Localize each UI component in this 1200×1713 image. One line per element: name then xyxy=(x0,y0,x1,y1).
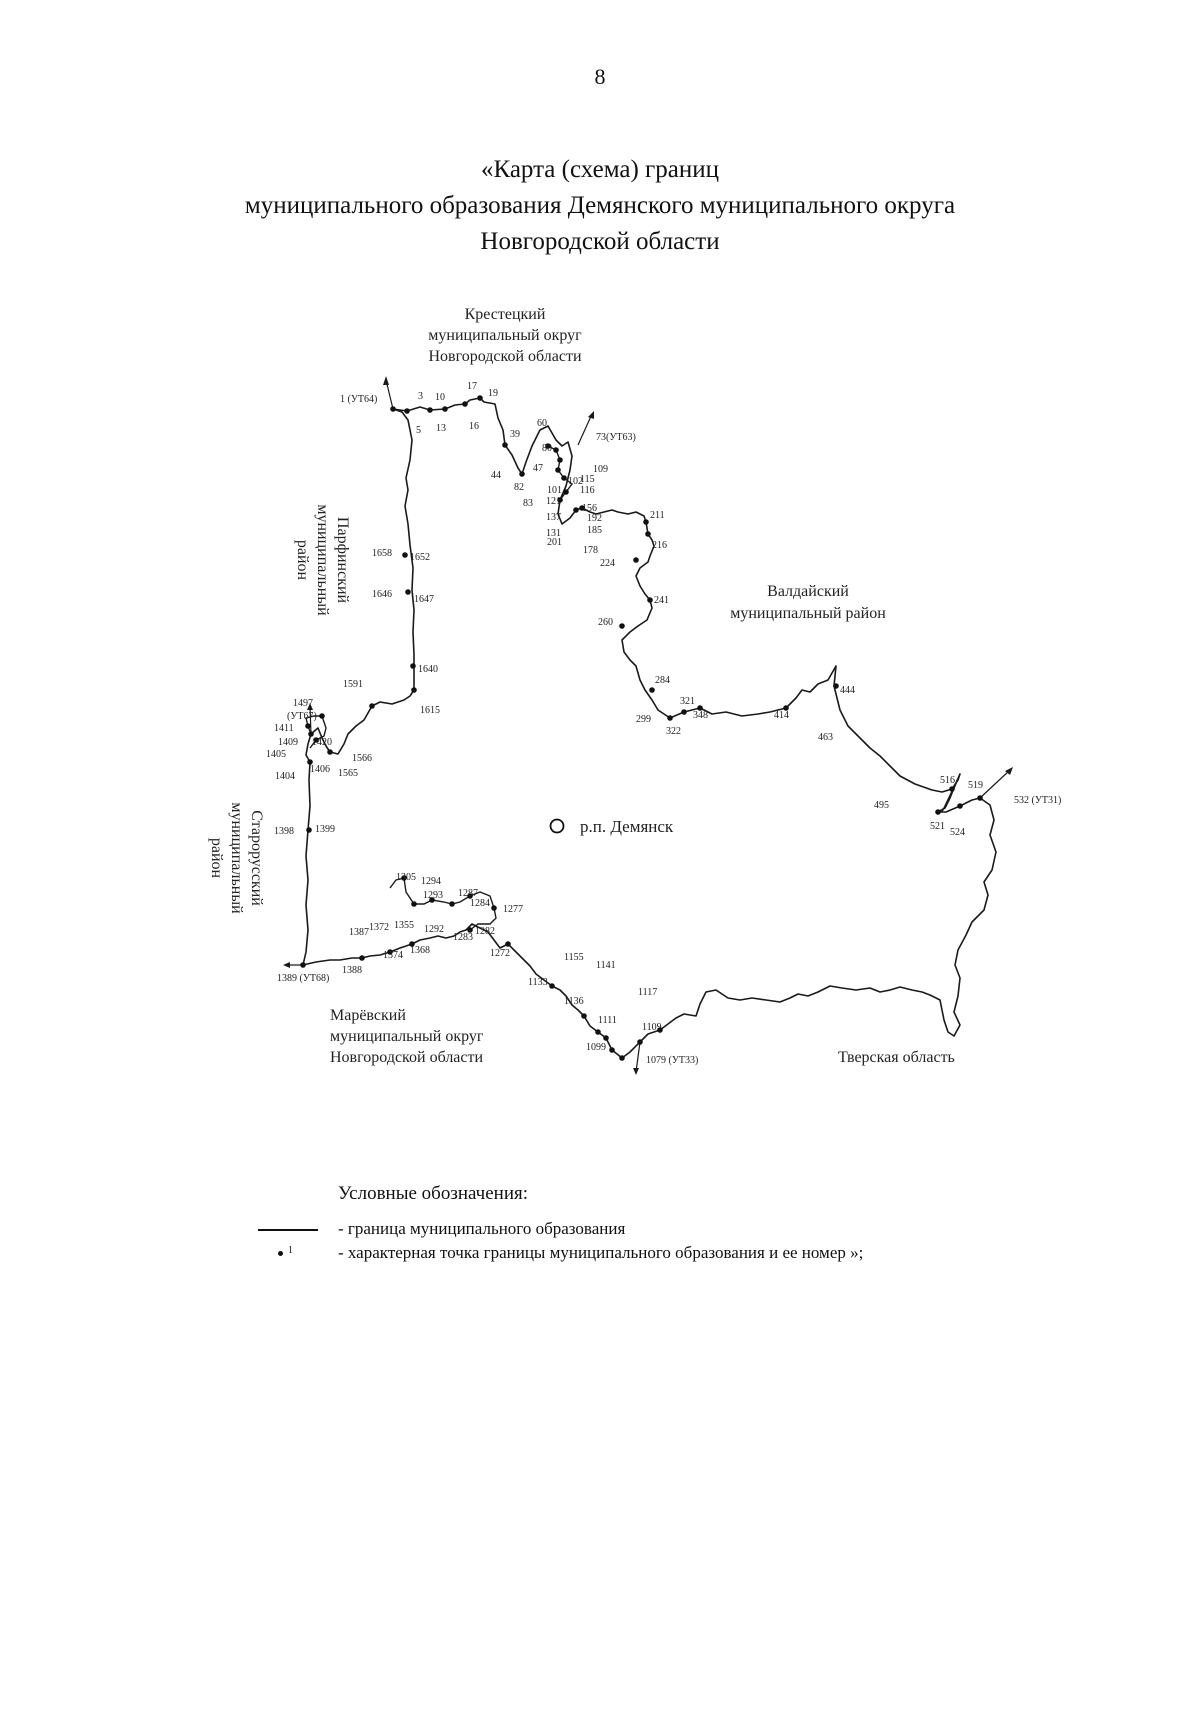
point-label: 1368 xyxy=(410,945,430,956)
point-label: 1374 xyxy=(383,950,403,961)
point-label: 73(УТ63) xyxy=(596,432,636,443)
point-label: (УТ67) xyxy=(287,711,317,722)
boundary-point xyxy=(561,475,567,481)
boundary-point xyxy=(327,749,333,755)
point-label: 13 xyxy=(436,423,446,434)
title-line-1: «Карта (схема) границ xyxy=(480,156,720,183)
point-label: 463 xyxy=(818,732,833,743)
boundary-point xyxy=(411,687,417,693)
boundary-point xyxy=(563,489,569,495)
boundary-point xyxy=(935,809,941,815)
point-label: 1658 xyxy=(372,548,392,559)
point-label: 1109 xyxy=(642,1022,662,1033)
point-label: 44 xyxy=(491,470,501,481)
region-west-lower-line-2: муниципальный xyxy=(228,802,245,914)
boundary-point xyxy=(595,1029,601,1035)
boundary-point xyxy=(308,731,314,737)
boundary-point xyxy=(462,401,468,407)
point-label: 1282 xyxy=(475,926,495,937)
region-southeast: Тверская область xyxy=(838,1049,955,1066)
region-label-southwest xyxy=(330,1007,484,1066)
point-label: 1565 xyxy=(338,768,358,779)
boundary-point xyxy=(390,406,396,412)
boundary-point xyxy=(319,713,325,719)
region-label-north xyxy=(428,306,582,365)
point-label: 1305 xyxy=(396,872,416,883)
point-label: 1099 xyxy=(586,1042,606,1053)
point-label: 1411 xyxy=(274,723,294,734)
point-label: 17 xyxy=(467,381,477,392)
point-label: 39 xyxy=(510,429,520,440)
point-label: 321 xyxy=(680,696,695,707)
title-line-2: муниципального образования Демянского муниципального округа xyxy=(244,192,956,219)
boundary-point xyxy=(649,687,655,693)
point-label: 1497 xyxy=(293,698,313,709)
point-label: 1133 xyxy=(528,977,548,988)
point-label: 1591 xyxy=(343,679,363,690)
arrow-head-ut33 xyxy=(633,1068,639,1075)
point-label: 495 xyxy=(874,800,889,811)
boundary-point xyxy=(603,1035,609,1041)
region-west-lower-line-3: район xyxy=(208,837,225,879)
region-southwest-line-1: Марёвский xyxy=(330,1007,406,1024)
boundary-point xyxy=(306,827,312,833)
point-label: 414 xyxy=(774,710,789,721)
point-label: 156 xyxy=(582,503,597,514)
region-west-upper-line-1: Парфинский xyxy=(334,516,351,604)
point-label: 101 xyxy=(547,485,562,496)
boundary-point xyxy=(573,507,579,513)
region-label-west-lower xyxy=(208,802,265,914)
boundary-point xyxy=(681,709,687,715)
region-west-upper-line-3: район xyxy=(294,539,311,581)
point-label: 1388 xyxy=(342,965,362,976)
point-label: 444 xyxy=(840,685,855,696)
point-label: 1141 xyxy=(596,960,616,971)
settlement-marker xyxy=(551,820,564,833)
point-label: 1079 (УТ33) xyxy=(646,1055,699,1066)
point-label: 516 xyxy=(940,775,955,786)
boundary-point xyxy=(633,557,639,563)
point-label: 532 (УТ31) xyxy=(1014,795,1062,806)
point-label: 211 xyxy=(650,510,665,521)
point-label: 192 xyxy=(587,513,602,524)
boundary-point xyxy=(609,1047,615,1053)
boundary-point xyxy=(449,901,455,907)
point-label: 1136 xyxy=(564,996,584,1007)
boundary-point xyxy=(477,395,483,401)
boundary-point xyxy=(519,471,525,477)
boundary-point xyxy=(359,955,365,961)
point-label: 1287 xyxy=(458,888,478,899)
point-label: 1398 xyxy=(274,826,294,837)
point-label: 109 xyxy=(593,464,608,475)
arrow-head-ut68 xyxy=(283,962,290,968)
point-label: 47 xyxy=(533,463,543,474)
arrow-head-ut63 xyxy=(588,411,594,419)
point-label: 216 xyxy=(652,540,667,551)
boundary-point xyxy=(581,1013,587,1019)
point-label: 322 xyxy=(666,726,681,737)
point-label: 178 xyxy=(583,545,598,556)
point-label: 1646 xyxy=(372,589,392,600)
point-label: 1652 xyxy=(410,552,430,563)
point-label: 1404 xyxy=(275,771,295,782)
boundary-point xyxy=(555,467,561,473)
boundary-point xyxy=(300,962,306,968)
point-label: 1117 xyxy=(638,987,658,998)
boundary-point xyxy=(557,457,563,463)
point-label: 1355 xyxy=(394,920,414,931)
legend-text-boundary: - граница муниципального образования xyxy=(338,1219,626,1238)
point-label: 1399 xyxy=(315,824,335,835)
point-label: 1283 xyxy=(453,932,473,943)
point-label: 82 xyxy=(514,482,524,493)
legend-line-symbol xyxy=(258,1229,318,1231)
point-label: 519 xyxy=(968,780,983,791)
point-label: 521 xyxy=(930,821,945,832)
boundary-point xyxy=(442,406,448,412)
boundary-point xyxy=(619,1055,625,1061)
point-label: 131 xyxy=(546,528,561,539)
point-label: 1272 xyxy=(490,948,510,959)
junction-line-ut31 xyxy=(980,770,1010,798)
point-label: 1155 xyxy=(564,952,584,963)
point-label: 1277 xyxy=(503,904,523,915)
point-label: 16 xyxy=(469,421,479,432)
region-southwest-line-2: муниципальный округ xyxy=(330,1028,484,1045)
point-label: 121 xyxy=(546,496,561,507)
point-label: 1294 xyxy=(421,876,441,887)
point-label: 5 xyxy=(416,425,421,436)
region-label-east xyxy=(730,583,886,622)
boundary-point xyxy=(645,531,651,537)
point-label: 1284 xyxy=(470,898,490,909)
point-label: 1387 xyxy=(349,927,369,938)
boundary-point xyxy=(647,597,653,603)
legend-dot-number: 1 xyxy=(288,1245,293,1256)
legend-row-point xyxy=(250,1243,1150,1265)
point-label: 299 xyxy=(636,714,651,725)
region-west-lower-line-1: Старорусский xyxy=(248,810,265,906)
boundary-point xyxy=(404,408,410,414)
point-label: 1293 xyxy=(423,890,443,901)
point-label: 241 xyxy=(654,595,669,606)
boundary-point xyxy=(977,795,983,801)
boundary-point xyxy=(643,519,649,525)
point-label: 137 xyxy=(546,512,561,523)
region-east-line-1: Валдайский xyxy=(767,583,849,600)
junction-line-ut63 xyxy=(578,414,592,445)
point-label: 1406 xyxy=(310,764,330,775)
boundary-point xyxy=(427,407,433,413)
point-label: 260 xyxy=(598,617,613,628)
point-label: 19 xyxy=(488,388,498,399)
boundary-point xyxy=(402,552,408,558)
point-label: 1389 (УТ68) xyxy=(277,973,330,984)
boundary-point xyxy=(369,703,375,709)
boundary-point xyxy=(553,447,559,453)
point-label: 224 xyxy=(600,558,615,569)
point-label: 1566 xyxy=(352,753,372,764)
region-north-line-2: муниципальный округ xyxy=(428,327,582,344)
title-line-3: Новгородской области xyxy=(480,228,720,255)
boundary-point xyxy=(305,723,311,729)
point-label: 524 xyxy=(950,827,965,838)
boundary-point xyxy=(405,589,411,595)
boundary-point xyxy=(957,803,963,809)
boundary-point xyxy=(502,442,508,448)
point-label: 1372 xyxy=(369,922,389,933)
point-label: 201 xyxy=(547,537,562,548)
point-label: 115 xyxy=(580,474,595,485)
region-label-west-upper xyxy=(294,504,351,616)
point-label: 1 (УТ64) xyxy=(340,394,378,405)
point-label: 284 xyxy=(655,675,670,686)
region-north-line-3: Новгородской области xyxy=(428,348,582,365)
region-north-line-1: Крестецкий xyxy=(464,306,546,323)
point-label: 1647 xyxy=(414,594,434,605)
legend-title: Условные обозначения: xyxy=(338,1183,529,1204)
boundary-point xyxy=(833,683,839,689)
region-west-upper-line-2: муниципальный xyxy=(314,504,331,616)
page-number: 8 xyxy=(594,64,606,89)
point-label: 1292 xyxy=(424,924,444,935)
boundary-point xyxy=(637,1039,643,1045)
arrow-head-ut64 xyxy=(383,376,389,385)
point-label: 60 xyxy=(537,418,547,429)
boundary-point xyxy=(410,663,416,669)
point-label: 1420 xyxy=(312,737,332,748)
boundary-point xyxy=(619,623,625,629)
point-label: 10 xyxy=(435,392,445,403)
boundary-point xyxy=(549,983,555,989)
point-label: 102 xyxy=(568,476,583,487)
point-label: 1405 xyxy=(266,749,286,760)
point-label: 3 xyxy=(418,391,423,402)
boundary-point xyxy=(505,941,511,947)
municipal-boundary xyxy=(303,398,996,1058)
point-label: 1409 xyxy=(278,737,298,748)
point-label: 80 xyxy=(542,443,552,454)
point-labels xyxy=(266,381,1061,1066)
legend-dot-symbol xyxy=(278,1251,283,1256)
point-label: 116 xyxy=(580,485,595,496)
boundary-point xyxy=(667,715,673,721)
point-label: 1640 xyxy=(418,664,438,675)
region-southwest-line-3: Новгородской области xyxy=(330,1049,484,1066)
point-label: 83 xyxy=(523,498,533,509)
point-label: 185 xyxy=(587,525,602,536)
legend-row-boundary xyxy=(250,1219,1150,1241)
boundary-point xyxy=(949,786,955,792)
settlement-label: р.п. Демянск xyxy=(580,817,674,836)
boundary-point xyxy=(491,905,497,911)
point-label: 1111 xyxy=(598,1015,617,1026)
boundary-point xyxy=(411,901,417,907)
legend-text-point: - характерная точка границы муниципального образования и ее номер »; xyxy=(338,1243,864,1262)
point-label: 1615 xyxy=(420,705,440,716)
region-east-line-2: муниципальный район xyxy=(730,605,886,622)
point-label: 348 xyxy=(693,710,708,721)
